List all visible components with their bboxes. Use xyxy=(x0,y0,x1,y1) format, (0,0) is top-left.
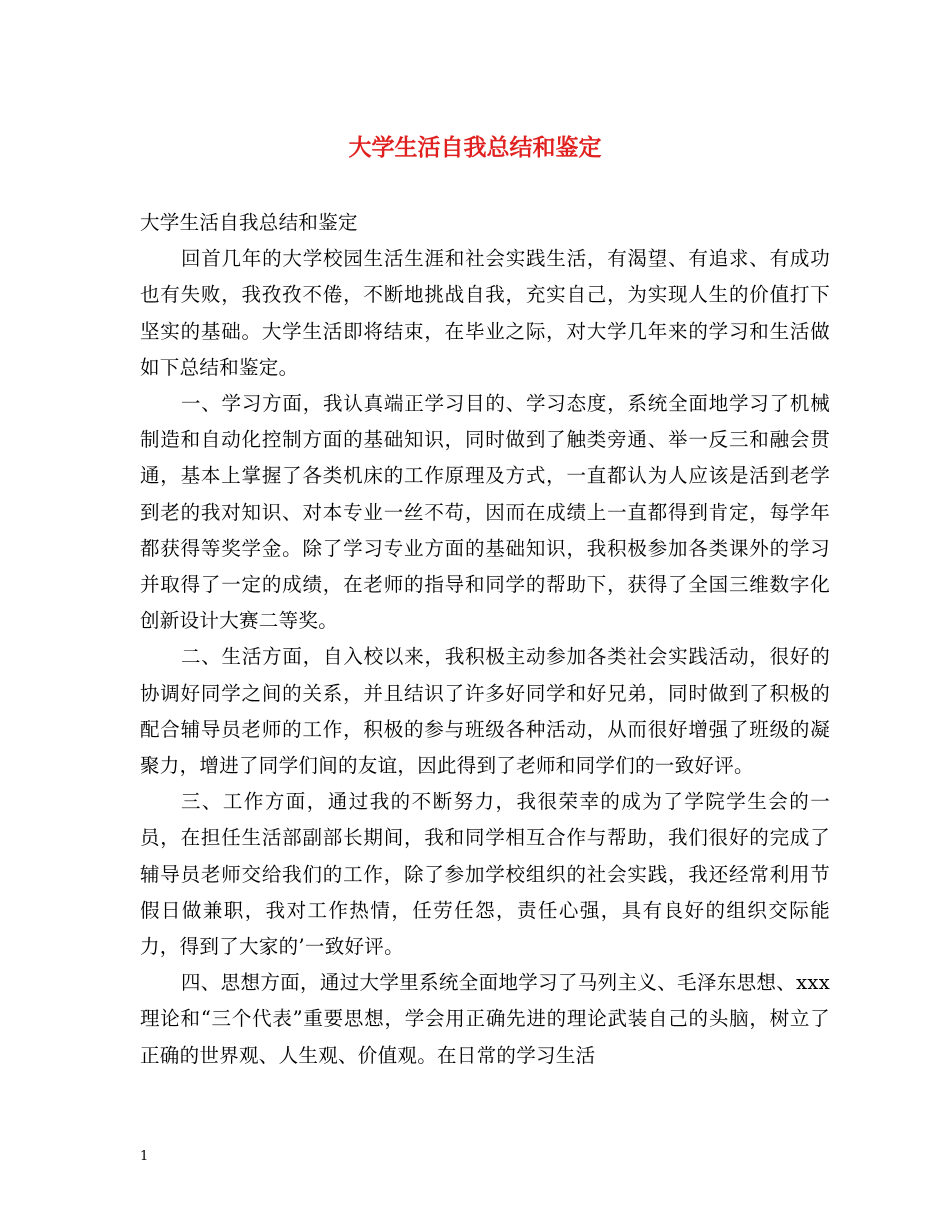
paragraph-study: 一、学习方面，我认真端正学习目的、学习态度，系统全面地学习了机械制造和自动化控制方面的基础知识，同时做到了触类旁通、举一反三和融会贯通，基本上掌握了各类机床的工作原理及方式，一直都认为人应该是活到老学到老的我对知识、对本专业一丝不苟，因而在成绩上一直都得到肯定，每学年都获得等奖学金。除了学习专业方面的基础知识，我积极参加各类课外的学习并取得了一定的成绩，在老师的指导和同学的帮助下，获得了全国三维数字化创新设计大赛二等奖。 xyxy=(140,392,830,633)
document-body xyxy=(140,205,830,1074)
paragraph-thought: 四、思想方面，通过大学里系统全面地学习了马列主义、毛泽东思想、xxx理论和“三个代表”重要思想，学会用正确先进的理论武装自己的头脑，树立了正确的世界观、人生观、价值观。在日常的学习生活 xyxy=(140,971,830,1067)
paragraph-life: 二、生活方面，自入校以来，我积极主动参加各类社会实践活动，很好的协调好同学之间的关系，并且结识了许多好同学和好兄弟，同时做到了积极的配合辅导员老师的工作，积极的参与班级各种活动，从而很好增强了班级的凝聚力，增进了同学们间的友谊，因此得到了老师和同学们的一致好评。 xyxy=(140,645,830,778)
document-subtitle: 大学生活自我总结和鉴定 xyxy=(140,211,358,234)
page-number: 1 xyxy=(140,1149,149,1164)
document-title: 大学生活自我总结和鉴定 xyxy=(348,134,602,161)
paragraph-work: 三、工作方面，通过我的不断努力，我很荣幸的成为了学院学生会的一员，在担任生活部副部长期间，我和同学相互合作与帮助，我们很好的完成了辅导员老师交给我们的工作，除了参加学校组织的社会实践，我还经常利用节假日做兼职，我对工作热情，任劳任怨，责任心强，具有良好的组织交际能力，得到了大家的’一致好评。 xyxy=(140,790,830,959)
paragraph-intro: 回首几年的大学校园生活生涯和社会实践生活，有渴望、有追求、有成功也有失败，我孜孜不倦，不断地挑战自我，充实自己，为实现人生的价值打下坚实的基础。大学生活即将结束，在毕业之际，对大学几年来的学习和生活做如下总结和鉴定。 xyxy=(140,247,830,379)
